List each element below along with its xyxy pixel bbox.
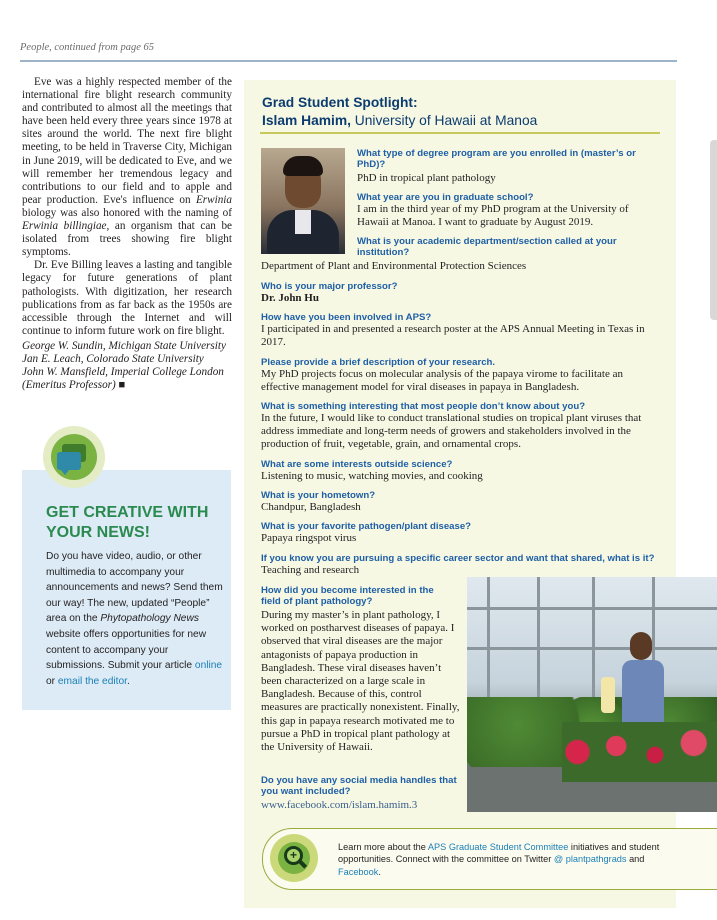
spotlight-title: Grad Student Spotlight: bbox=[262, 95, 418, 110]
author-line: John W. Mansfield, Imperial College London bbox=[22, 366, 224, 379]
question: What type of degree program are you enrolled in (master’s or PhD)? bbox=[357, 148, 636, 171]
obituary-paragraph-1 bbox=[22, 76, 232, 259]
greenhouse-photo bbox=[467, 577, 717, 812]
italic-term: Erwinia billingiae, bbox=[22, 220, 110, 233]
question: What year are you in graduate school? bbox=[357, 192, 534, 203]
chat-bubble-front-icon bbox=[57, 452, 81, 470]
answer: I participated in and presented a research poster at the APS Annual Meeting in Texas in 2017. bbox=[261, 323, 645, 349]
twitter-link[interactable]: @ plantpathgrads bbox=[553, 854, 627, 865]
learn-text: Learn more about the bbox=[338, 842, 428, 852]
answer: During my master’s in plant pathology, I worked on postharvest diseases of papaya. I observed that viral diseases are the major antagonists of papaya production in Bangladesh. These viral diseases haven’t been characterized on a large scale in Bangladesh. Because of this, control measures are practically nonexistent. Finally, this gap in papaya research motivated me to pursue a PhD in tropical plant pathology at the University of Hawaii. bbox=[261, 609, 460, 754]
portrait-hair bbox=[283, 156, 323, 176]
question: How have you been involved in APS? bbox=[261, 312, 432, 323]
paragraph-text: Eve was a highly respected member of the international fire blight research community and contributed to almost all the meetings that have been held every three years since 1978 at sites around the world. The next fire blight meeting, to be held in Traverse City, Michigan in June 2019, will be dedicated to Eve, and we will remember her tremendous legacy and contributions to our field and to apple and pear production. Eve's influence on bbox=[22, 76, 232, 206]
body-text: or bbox=[46, 675, 58, 687]
author-line: George W. Sundin, Michigan State University bbox=[22, 339, 226, 352]
obituary-column bbox=[22, 76, 232, 392]
learn-more-text bbox=[338, 841, 668, 878]
social-media-link[interactable]: www.facebook.com/islam.hamim.3 bbox=[261, 799, 418, 811]
scrollbar-edge[interactable] bbox=[710, 140, 717, 320]
body-text: . bbox=[126, 675, 130, 687]
paragraph-text: an organism that can be isolated from trees showing fire blight symptoms. bbox=[22, 220, 233, 259]
question: What is your favorite pathogen/plant disease? bbox=[261, 521, 472, 532]
question: What is your hometown? bbox=[261, 490, 376, 501]
learn-text: initiatives and student opportunities. Connect with the committee on Twitter bbox=[338, 842, 660, 865]
sprayer bbox=[601, 677, 615, 713]
answer: Department of Plant and Environmental Protection Sciences bbox=[261, 260, 527, 272]
spotlight-heading bbox=[262, 94, 537, 130]
answer: Listening to music, watching movies, and cooking bbox=[261, 470, 483, 482]
question: Do you have any social media handles that you want included? bbox=[261, 775, 457, 798]
email-editor-link[interactable]: email the editor bbox=[57, 675, 127, 687]
chat-bubble-tail-icon bbox=[60, 469, 70, 475]
student-name: Islam Hamim, bbox=[262, 113, 351, 128]
obituary-paragraph-2: Dr. Eve Billing leaves a lasting and tangible legacy for future generations of plant pathologists. With digitization, her research publications from as far back as the 1950s are accessible through the Internet and will continue to inform future work on fire blight. bbox=[22, 259, 232, 337]
answer: Papaya ringspot virus bbox=[261, 532, 357, 544]
answer: Chandpur, Bangladesh bbox=[261, 501, 361, 513]
student-portrait-photo bbox=[261, 148, 345, 254]
answer: My PhD projects focus on molecular analysis of the papaya virome to facilitate an effective management model for viral diseases in papaya in Bangladesh. bbox=[261, 368, 623, 394]
question: What is something interesting that most people don’t know about you? bbox=[261, 401, 586, 412]
question: What are some interests outside science? bbox=[261, 459, 453, 470]
question: How did you become interested in the field of plant pathology? bbox=[261, 585, 434, 608]
paragraph-text: biology was also honored with the naming of bbox=[22, 206, 232, 219]
online-link[interactable]: online bbox=[194, 660, 223, 672]
answer: I am in the third year of my PhD program at the University of Hawaii at Manoa. I want to graduate by August 2019. bbox=[357, 203, 629, 229]
student-school: University of Hawaii at Manoa bbox=[350, 113, 538, 128]
learn-text: and bbox=[626, 854, 645, 865]
committee-link[interactable]: APS Graduate Student Committee bbox=[427, 842, 569, 852]
greenhouse-beam bbox=[467, 647, 717, 650]
plus-icon: + bbox=[289, 848, 297, 862]
running-header: People, continued from page 65 bbox=[20, 42, 155, 53]
get-creative-body bbox=[46, 549, 226, 689]
question: Who is your major professor? bbox=[261, 281, 398, 292]
body-text: website offers opportunities for new content to accompany your submissions. Submit your article bbox=[46, 628, 207, 672]
question: What is your academic department/section called at your institution? bbox=[357, 236, 617, 259]
greenhouse-beam bbox=[467, 607, 717, 610]
header-rule bbox=[20, 60, 677, 62]
publication-name: Phytopathology News bbox=[100, 613, 199, 625]
portrait-collar bbox=[295, 210, 311, 234]
student-head bbox=[630, 632, 652, 660]
get-creative-title: GET CREATIVE WITH YOUR NEWS! bbox=[46, 504, 209, 541]
learn-text: . bbox=[378, 866, 381, 877]
facebook-link[interactable]: Facebook bbox=[338, 866, 379, 877]
red-flowers bbox=[562, 722, 717, 782]
answer: Dr. John Hu bbox=[261, 292, 319, 304]
question: If you know you are pursuing a specific career sector and want that shared, what is it? bbox=[261, 553, 655, 564]
spotlight-rule bbox=[260, 132, 660, 134]
author-line bbox=[22, 379, 232, 392]
answer: PhD in tropical plant pathology bbox=[357, 172, 496, 184]
question: Please provide a brief description of your research. bbox=[261, 357, 496, 368]
end-mark: ■ bbox=[118, 379, 126, 392]
author-line: Jan E. Leach, Colorado State University bbox=[22, 352, 204, 365]
author-affiliation: (Emeritus Professor) bbox=[22, 379, 116, 392]
answer: Teaching and research bbox=[261, 564, 360, 576]
body-text: Do you have video, audio, or other multimedia to accompany your announcements and news? Send them our way! The new, updated “People” area on the bbox=[46, 551, 223, 625]
italic-term: Erwinia bbox=[195, 193, 232, 206]
answer: In the future, I would like to conduct translational studies on tropical plant viruses that address immediate and long-term needs of growers and stakeholders involved in the production of fruit, vegetable, grain, and ornamental crops. bbox=[261, 412, 642, 451]
